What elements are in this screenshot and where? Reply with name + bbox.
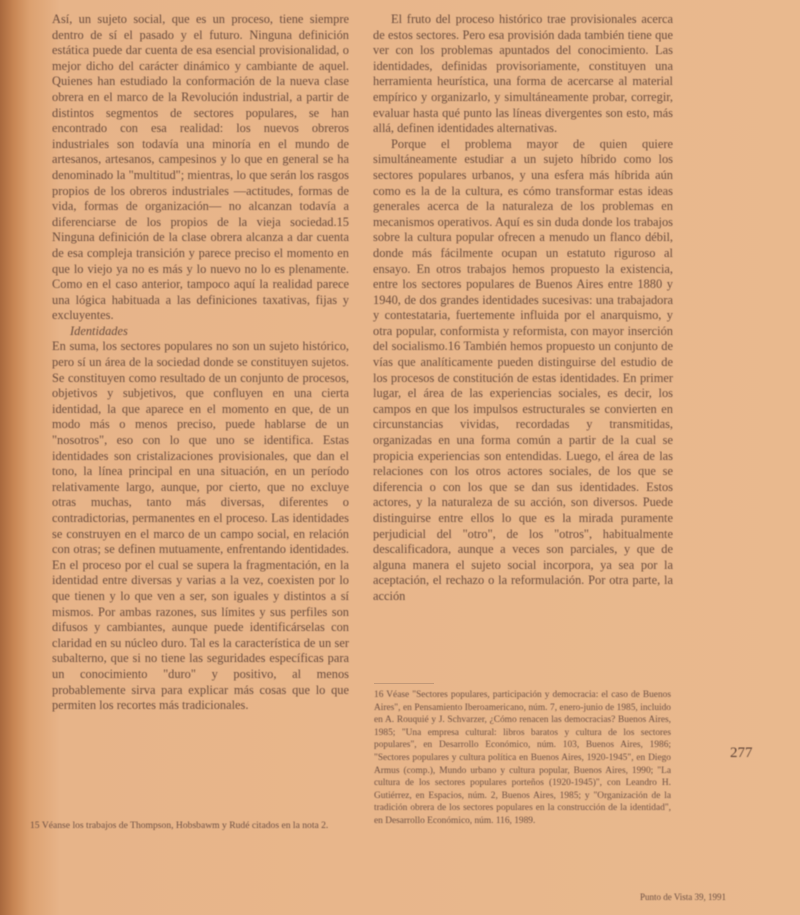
right-text-column [373,12,673,605]
footnote-left: 15 Véanse los trabajos de Thompson, Hobsbawm y Rudé citados en la nota 2. [30,820,329,831]
section-heading: Identidades [70,323,128,338]
page-number: 277 [730,745,753,761]
footnote-right: 16 Véase "Sectores populares, participación y democracia: el caso de Buenos Aires", en Pensamiento Iberoamericano, núm. 7, enero-junio de 1985, incluido en A. Rouquié y J. Schvarzer, ¿Cómo renacen las democracias? Buenos Aires, 1985; "Una empresa cultural: libros baratos y cultura de los sectores populares", en Desarrollo Económico, núm. 103, Buenos Aires, 1986; "Sectores populares y cultura política en Buenos Aires, 1920-1945", en Diego Armus (comp.), Mundo urbano y cultura popular, Buenos Aires, 1990; "La cultura de los sectores populares porteños (1920-1945)", con Leandro H. Gutiérrez, en Espacios, núm. 2, Buenos Aires, 1985; y "Organización de la tradición obrera de los sectores populares en la construcción de la identidad", en Desarrollo Económico, núm. 116, 1989. [374,690,671,826]
body-paragraph: El fruto del proceso histórico trae provisionales acerca de estos sectores. Pero esa provisión dada también tiene que ver con los problemas apuntados del conocimiento. Las identidades, definidas provisoriamente, constituyen una herramienta heurística, una forma de acercarse al material empírico y organizarlo, y simultáneamente probar, corregir, evaluar hasta qué punto las líneas divergentes son esto, más allá, definen identidades alternativas. [373,12,673,136]
left-text-column [52,12,349,714]
body-paragraph: En suma, los sectores populares no son un sujeto histórico, pero sí un área de la sociedad donde se constituyen sujetos. Se constituyen como resultado de un conjunto de procesos, objetivos y subjetivos, que confluyen en una cierta identidad, la que aparece en el momento en que, de un modo más o menos preciso, puede hablarse de un "nosotros", eso con lo que uno se identifica. Estas identidades son cristalizaciones provisionales, que dan el tono, la línea principal en una situación, en un período relativamente largo, aunque, por cierto, que no excluye otras muchas, tanto más diversas, diferentes o contradictorias, permanentes en el proceso. Las identidades se construyen en el marco de un campo social, en relación con otras; se definen mutuamente, enfrentando identidades. En el proceso por el cual se supera la fragmentación, en la identidad entre diversas y varias a la vez, coexisten por lo que tienen y lo que ven a ser, son iguales y distintos a sí mismos. Por ambas razones, sus límites y sus perfiles son difusos y cambiantes, aunque puede identificárselas con claridad en su núcleo duro. Tal es la característica de un ser subalterno, que si no tiene las seguridades específicas para un conocimiento "duro" y positivo, al menos probablemente sirva para explicar más cosas que lo que permiten los recortes más tradicionales. [52,339,349,713]
running-footer: Punto de Vista 39, 1991 [640,892,727,902]
body-paragraph: Así, un sujeto social, que es un proceso, tiene siempre dentro de sí el pasado y el futuro. Ninguna definición estática puede dar cuenta de esa esencial provisionalidad, o mejor dicho del carácter dinámico y cambiante de aquel. Quienes han estudiado la conformación de la nueva clase obrera en el marco de la Revolución industrial, a partir de distintos segmentos de sectores populares, se han encontrado con esa realidad: los nuevos obreros industriales son todavía una minoría en el mundo de artesanos, artesanos, campesinos y lo que en general se ha denominado la "multitud"; mientras, lo que serán los rasgos propios de los obreros industriales —actitudes, formas de vida, formas de organización— no alcanzan todavía a diferenciarse de los propios de la vieja sociedad.15 Ninguna definición de la clase obrera alcanza a dar cuenta de esa compleja transición y parece preciso el momento en que lo viejo ya no es más y lo nuevo no lo es plenamente. Como en el caso anterior, tampoco aquí la realidad parece una lógica habituada a las definiciones taxativas, fijas y excluyentes. [52,12,349,323]
footnote-divider [374,683,434,684]
body-paragraph: Porque el problema mayor de quien quiere simultáneamente estudiar a un sujeto híbrido como los sectores populares urbanos, y una esfera más híbrida aún como es la de la cultura, es cómo transformar estas ideas generales acerca de la naturaleza de los problemas en mecanismos operativos. Aquí es sin duda donde los trabajos sobre la cultura popular ofrecen a menudo un flanco débil, donde más fácilmente ocupan un estatuto riguroso al ensayo. En otros trabajos hemos propuesto la existencia, entre los sectores populares de Buenos Aires entre 1880 y 1940, de dos grandes identidades sucesivas: una trabajadora y contestataria, fuertemente influida por el anarquismo, y otra popular, conformista y reformista, con mayor inserción del socialismo.16 También hemos propuesto un conjunto de vías que analíticamente pueden distinguirse del estudio de los procesos de constitución de estas identidades. En primer lugar, el área de las experiencias sociales, es decir, los campos en que los impulsos estructurales se convierten en circunstancias vividas, recordadas y transmitidas, organizadas en una forma común a partir de la cual se propicia experiencias son entendidas. Luego, el área de las relaciones con los otros actores sociales, de los que se diferencia o con los que se dan sus identidades. Estos actores, y la naturaleza de su acción, son diversos. Puede distinguirse entre ellos lo que es la mirada puramente perjudicial del "otro", de los "otros", habitualmente descalificadora, aunque a veces son parciales, y que de alguna manera el sujeto social incorpora, ya sea por la aceptación, el rechazo o la reformulación. Por otra parte, la acción [373,136,673,603]
